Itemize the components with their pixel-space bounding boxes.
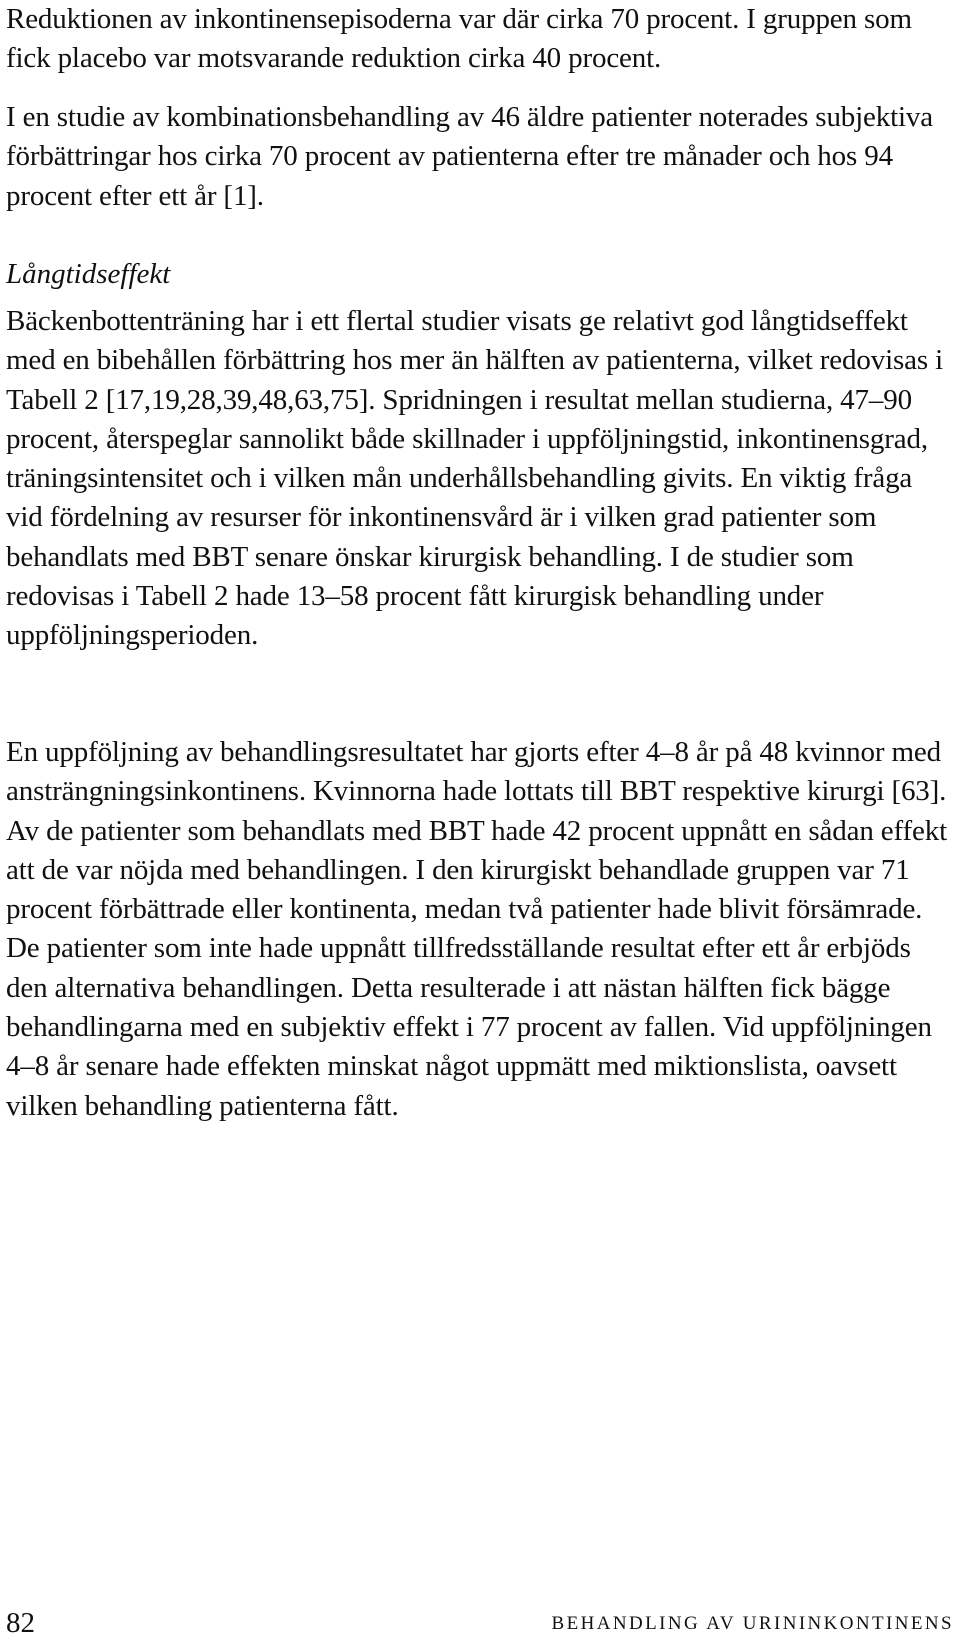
running-title: BEHANDLING AV URININKONTINENS — [551, 1613, 954, 1634]
paragraph-follow-up: En uppföljning av behandlingsresultatet har gjorts efter 4–8 år på 48 kvinnor med ansträngningsinkontinens. Kvinnorna hade lottats till BBT respektive kirurgi [63]. Av de patienter som behandlats med BBT hade 42 procent uppnått en sådan effekt att de var nöjda med behandlingen. I den kirurgiskt behandlade gruppen var 71 procent förbättrade eller kontinenta, medan två patienter hade blivit försämrade. De patienter som inte hade uppnått tillfredsställande resultat efter ett år erbjöds den alternativa behandlingen. Detta resulterade i att nästan hälften fick bägge behandlingarna med en subjektiv effekt i 77 procent av fallen. Vid uppföljningen 4–8 år senare hade effekten minskat något uppmätt med miktionslista, oavsett vilken behandling patienterna fått. — [6, 736, 947, 1122]
paragraph-long-term-effect: Bäckenbottenträning har i ett flertal studier visats ge relativt god långtidseffekt med en bibehållen förbättring hos mer än hälften av patienterna, vilket redovisas i Tabell 2 [17,19,28,39,48,63,75]. Spridningen i resultat mellan studierna, 47–90 procent, återspeglar sannolikt både skillnader i uppföljningstid, inkontinensgrad, träningsintensitet och i vilken mån underhållsbehandling givits. En viktig fråga vid fördelning av resurser för inkontinensvård är i vilken grad patienter som behandlats med BBT senare önskar kirurgisk behandling. I de studier som redovisas i Tabell 2 hade 13–58 procent fått kirurgisk behandling under uppföljningsperioden. — [6, 305, 943, 652]
page-footer — [6, 1605, 954, 1641]
section-heading-long-term-effect: Långtidseffekt — [6, 258, 171, 290]
paragraph-combination-study: I en studie av kombinationsbehandling av 46 äldre patienter noterades subjektiva förbättringar hos cirka 70 procent av patienterna efter tre månader och hos 94 procent efter ett år [1]. — [6, 101, 934, 212]
paragraph-reduction-results: Reduktionen av inkontinensepisoderna var där cirka 70 procent. I gruppen som fick placebo var motsvarande reduktion cirka 40 procent. — [6, 3, 912, 75]
page-number: 82 — [6, 1607, 35, 1639]
